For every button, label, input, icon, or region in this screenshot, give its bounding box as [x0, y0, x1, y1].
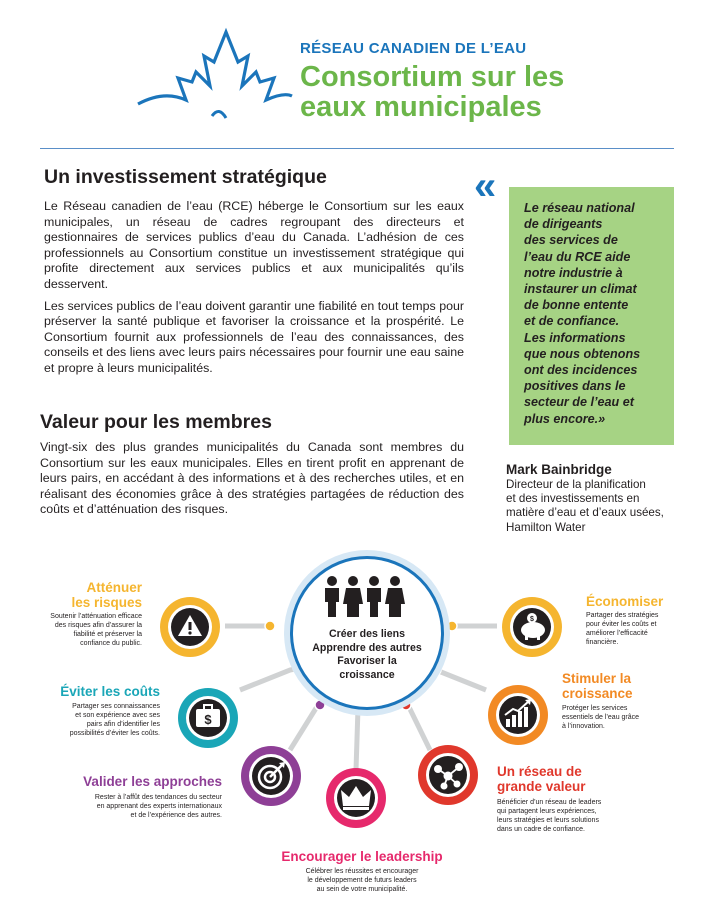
valider-approches-node: [239, 744, 303, 808]
leadership-node: [324, 766, 388, 830]
quote-text: Le réseau national de dirigeants des services de l’eau du RCE aide notre industrie à instaurer un climat de bonne entente et de confiance. Les informations que nous obtenons ont des incidences positives dans le secteur de l’eau et plus encore.»: [524, 201, 641, 426]
economiser-node: [500, 595, 564, 659]
economiser-desc: Partager des stratégies pour éviter les coûts et améliorer l’efficacité financière.: [586, 612, 659, 646]
investment-paragraph-1: Le Réseau canadien de l’eau (RCE) héberge le Consortium sur les eaux municipales, un réseau de cadres regroupant des directeurs et gestionnaires de services publics d’eau du Canada. L’adhésion de ces professionnels au Consortium constitue un investissement stratégique qui profite directement aux services publics et aux municipalités qu’ils desservent.: [44, 199, 464, 291]
eviter-couts-title: Éviter les coûts: [60, 684, 160, 699]
stimuler-croissance-node: [486, 683, 550, 747]
reseau-valeur-title: Un réseau de grande valeur: [497, 764, 586, 794]
page-title: [300, 62, 600, 122]
svg-text:$: $: [204, 712, 212, 727]
valider-approches-desc: Rester à l’affût des tendances du secteur en apprenant des experts internationaux et de l’expérience des autres.: [94, 794, 222, 819]
title-line-1: Consortium sur les: [300, 61, 565, 93]
leadership-desc: Célébrer les réussites et encourager le développement de futurs leaders au sein de votre municipalité.: [305, 868, 419, 893]
leadership-title: Encourager le leadership: [281, 849, 443, 864]
section-investment: [44, 166, 464, 377]
eviter-couts-desc: Partager ses connaissances et son expérience avec ses pairs afin d’identifier les possibilités d’éviter les coûts.: [69, 703, 160, 737]
maple-leaf-logo-icon: [134, 26, 296, 126]
member-value-paragraph: Vingt-six des plus grandes municipalités du Canada sont membres du Consortium sur les eaux municipales. Elles en tirent profit en apprenant de leurs pairs, en accédant à des informations et à des recherches utiles, et en réalisant des économies grâce à des stratégies partagées de réduction des coûts et d’atténuation des risques.: [40, 440, 464, 517]
people-group-icon: [322, 575, 406, 619]
quote-author: Mark Bainbridge: [506, 462, 612, 477]
eviter-couts-node: [176, 686, 240, 750]
network-name: RÉSEAU CANADIEN DE L’EAU: [300, 40, 527, 57]
quote-mark-icon: «: [474, 164, 491, 208]
stimuler-croissance-title: Stimuler la croissance: [562, 671, 633, 701]
title-line-2: eaux municipales: [300, 91, 542, 123]
quote-author-role: Directeur de la planification et des investissements en matière d’eau et d’eaux usées, Hamilton Water: [506, 478, 664, 534]
attenuer-risques-title: Atténuer les risques: [71, 580, 142, 610]
svg-text:$: $: [530, 616, 534, 623]
stimuler-croissance-desc: Protéger les services essentiels de l’eau grâce à l’innovation.: [562, 705, 640, 730]
valider-approches-title: Valider les approches: [83, 774, 222, 789]
hub-text: Créer des liens Apprendre des autres Favoriser la croissance: [312, 628, 422, 681]
investment-paragraph-2: Les services publics de l’eau doivent garantir une fiabilité en tout temps pour préserver la santé publique et favoriser la croissance et la prospérité. Le Consortium fournit aux professionnels de l’eau des connaissances, des conseils et des liens avec leurs pairs nécessaires pour fournir une eau saine et propre à leurs municipalités.: [44, 298, 464, 375]
section-member-value: [40, 411, 464, 518]
attenuer-risques-node: [158, 595, 222, 659]
header-divider: [40, 148, 674, 149]
reseau-valeur-node: [416, 743, 480, 807]
economiser-title: Économiser: [586, 594, 664, 609]
heading-member-value: Valeur pour les membres: [40, 411, 272, 433]
reseau-valeur-desc: Bénéficier d’un réseau de leaders qui partagent leurs expériences, leurs stratégies et leurs solutions dans un cadre de confiance.: [497, 799, 602, 833]
attenuer-risques-desc: Soutenir l’atténuation efficace des risques afin d’assurer la fiabilité et préserver la confiance du public.: [50, 613, 142, 647]
heading-investment: Un investissement stratégique: [44, 166, 327, 188]
